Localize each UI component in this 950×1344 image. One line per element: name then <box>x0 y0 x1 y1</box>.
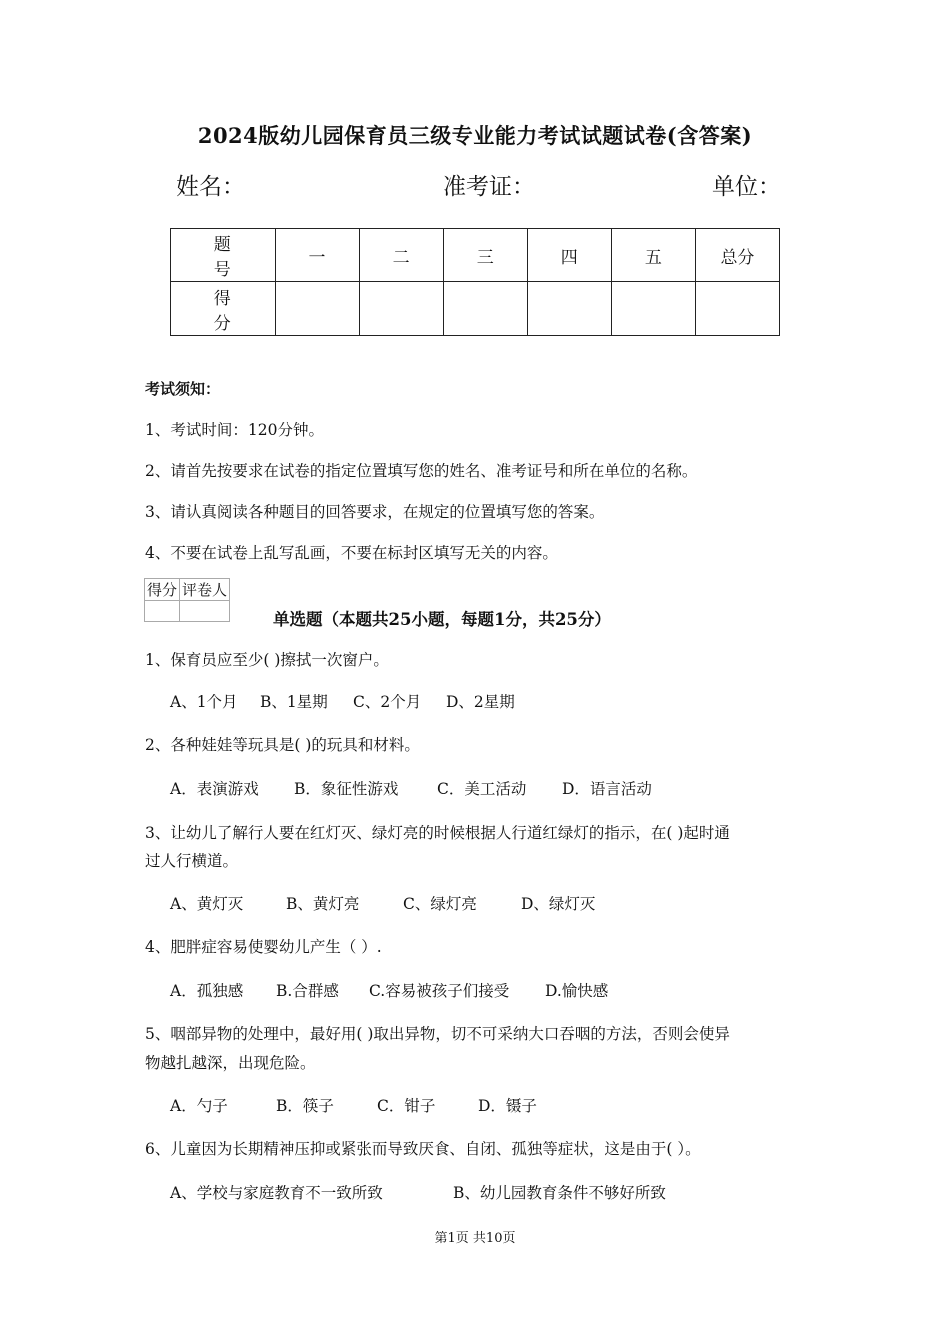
score-table-col-2: 二 <box>359 229 443 282</box>
grader-reviewer-cell <box>180 601 230 622</box>
question-stem-continued: 过人行横道。 <box>145 852 239 870</box>
score-table-col-1: 一 <box>275 229 359 282</box>
question-options <box>170 1094 537 1116</box>
score-cell <box>359 282 443 336</box>
page-title: 2024版幼儿园保育员三级专业能力考试试题试卷(含答案) <box>197 123 753 148</box>
question-options <box>170 892 595 914</box>
question-stem: 6、儿童因为长期精神压抑或紧张而导致厌食、自闭、孤独等症状，这是由于( ）。 <box>145 1140 701 1158</box>
notice-item: 2、请首先按要求在试卷的指定位置填写您的姓名、准考证号和所在单位的名称。 <box>145 462 698 480</box>
option: C．钳子 <box>377 1097 436 1115</box>
score-table-col-4: 四 <box>527 229 611 282</box>
score-cell <box>695 282 779 336</box>
question-options <box>170 690 515 712</box>
exam-id-field-label: 准考证： <box>443 174 535 200</box>
score-table-row-label: 得 分 <box>171 282 276 336</box>
notice-title: 考试须知： <box>145 380 221 398</box>
question-stem: 2、各种娃娃等玩具是( )的玩具和材料。 <box>145 736 420 754</box>
score-cell <box>611 282 695 336</box>
option: C、2个月 <box>353 693 422 711</box>
section-title: 单选题（本题共25小题，每题1分，共25分） <box>273 610 611 629</box>
question-options <box>170 777 652 799</box>
option: D．镊子 <box>478 1097 537 1115</box>
grader-score-cell <box>145 601 180 622</box>
option: B．筷子 <box>276 1097 334 1115</box>
score-table-col-total: 总分 <box>695 229 779 282</box>
question-stem: 3、让幼儿了解行人要在红灯灭、绿灯亮的时候根据人行道红绿灯的指示，在( )起时通 <box>145 824 730 842</box>
score-table-col-3: 三 <box>443 229 527 282</box>
question-stem: 4、肥胖症容易使婴幼儿产生（ ）. <box>145 938 382 956</box>
question-stem: 5、咽部异物的处理中，最好用( )取出异物，切不可采纳大口吞咽的方法，否则会使异 <box>145 1025 730 1043</box>
name-field-label: 姓名： <box>176 174 245 200</box>
option: A．孤独感 <box>170 982 244 1000</box>
score-table-col-5: 五 <box>611 229 695 282</box>
option: A．表演游戏 <box>170 780 259 798</box>
option: B、1星期 <box>260 693 328 711</box>
score-cell <box>275 282 359 336</box>
option: A、1个月 <box>170 693 238 711</box>
option: B.合群感 <box>276 982 339 1000</box>
score-table-header-label: 题 号 <box>171 229 276 282</box>
question-options <box>170 1181 666 1203</box>
question-stem: 1、保育员应至少( )擦拭一次窗户。 <box>145 651 389 669</box>
option: D、2星期 <box>446 693 515 711</box>
score-cell <box>527 282 611 336</box>
score-table <box>170 228 780 336</box>
option: D．语言活动 <box>562 780 652 798</box>
grader-box <box>144 578 230 622</box>
grader-score-label: 得分 <box>145 579 180 601</box>
notice-item: 1、考试时间：120分钟。 <box>145 421 324 439</box>
option: A．勺子 <box>170 1097 228 1115</box>
option: B、黄灯亮 <box>286 895 360 913</box>
page-number-footer: 第1页 共10页 <box>434 1231 516 1246</box>
option: B．象征性游戏 <box>294 780 399 798</box>
option: D.愉快感 <box>545 982 609 1000</box>
option: D、绿灯灭 <box>521 895 596 913</box>
option: A、黄灯灭 <box>170 895 244 913</box>
unit-field-label: 单位： <box>712 174 781 200</box>
option: C、绿灯亮 <box>403 895 477 913</box>
score-cell <box>443 282 527 336</box>
grader-reviewer-label: 评卷人 <box>180 579 230 601</box>
option: A、学校与家庭教育不一致所致 <box>170 1184 383 1202</box>
notice-item: 4、不要在试卷上乱写乱画，不要在标封区填写无关的内容。 <box>145 544 558 562</box>
question-options <box>170 979 608 1001</box>
option: B、幼儿园教育条件不够好所致 <box>453 1184 666 1202</box>
option: C．美工活动 <box>437 780 527 798</box>
question-stem-continued: 物越扎越深，出现危险。 <box>145 1054 316 1072</box>
option: C.容易被孩子们接受 <box>369 982 510 1000</box>
notice-item: 3、请认真阅读各种题目的回答要求，在规定的位置填写您的答案。 <box>145 503 605 521</box>
